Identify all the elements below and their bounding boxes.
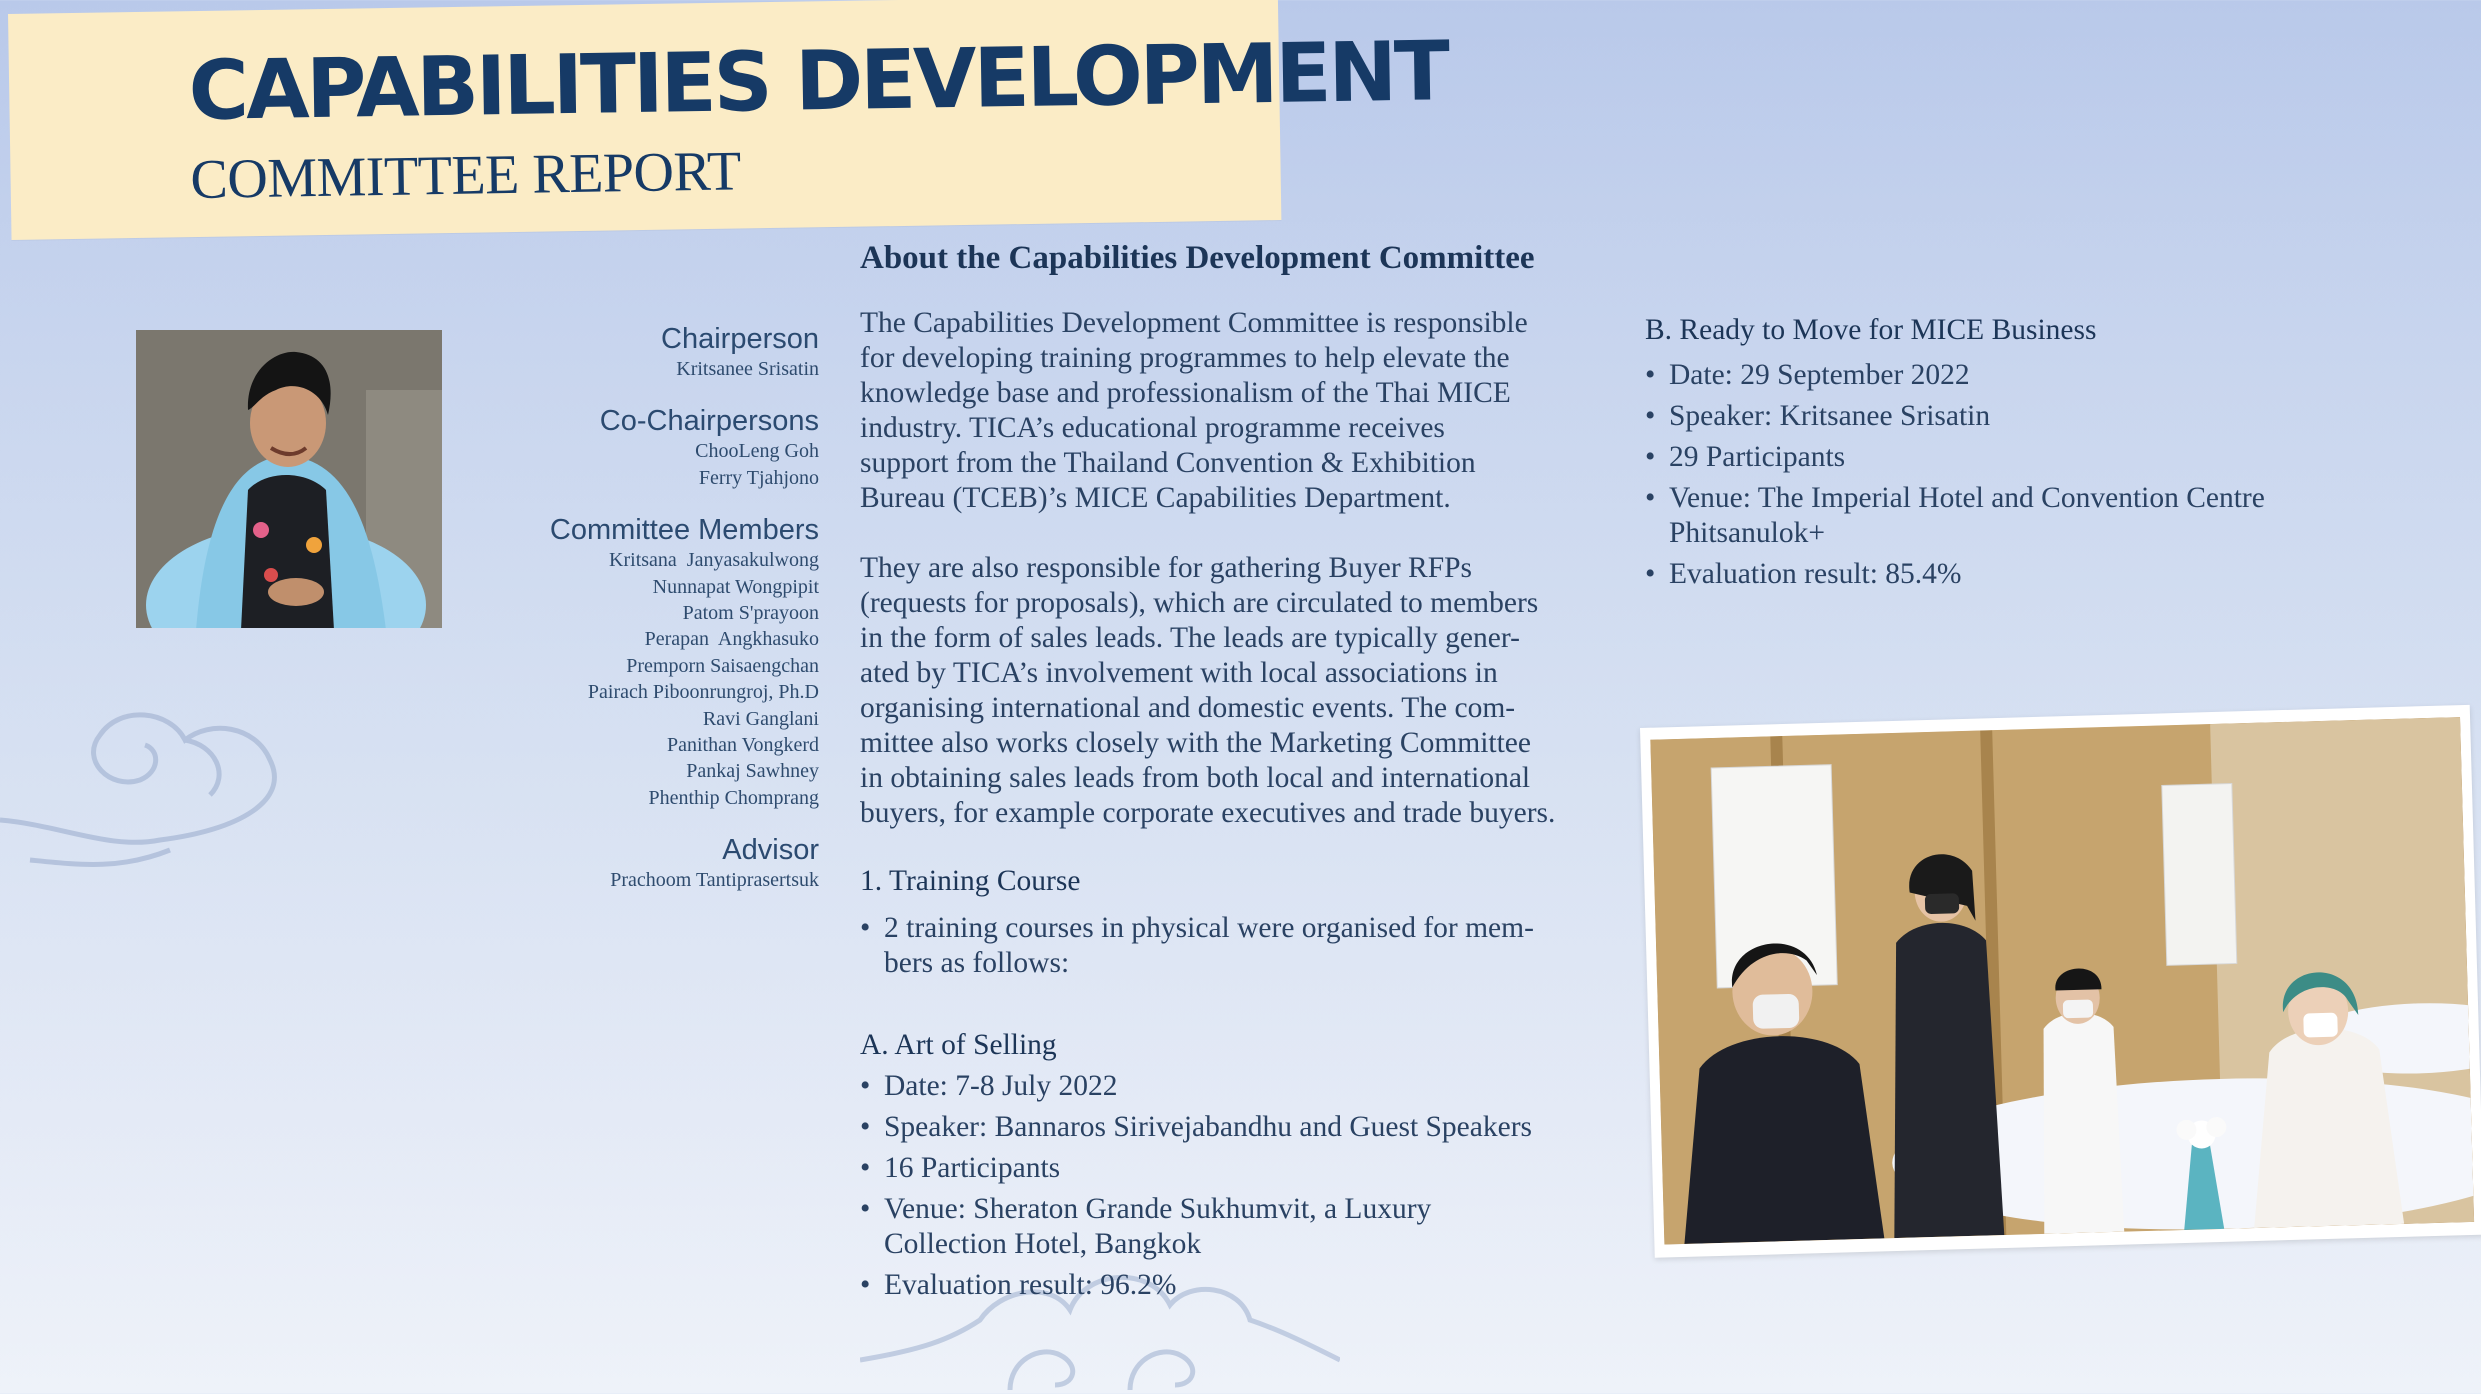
course-b-column xyxy=(1645,312,2445,592)
member-name: Ravi Ganglani xyxy=(702,707,819,730)
about-heading: About the Capabilities Development Committee xyxy=(860,240,1535,276)
committee-roster xyxy=(399,322,819,894)
advisor-name: Prachoom Tantiprasertsuk xyxy=(610,869,819,892)
member-name: Patom S'prayoon xyxy=(682,602,819,625)
course-b-venue xyxy=(1645,481,2445,551)
paragraph-line: in obtaining sales leads from both local and international xyxy=(860,762,1531,794)
paragraph-line: in the form of sales leads. The leads are typically gener- xyxy=(860,622,1520,654)
course-a-evaluation: • Evaluation result: 96.2% xyxy=(860,1268,1630,1303)
course-b-date: • Date: 29 September 2022 xyxy=(1645,358,2445,393)
course-a-speaker: • Speaker: Bannaros Sirivejabandhu and Guest Speakers xyxy=(860,1110,1630,1145)
cloud-ornament-left xyxy=(0,700,290,900)
advisor-role: Advisor xyxy=(722,834,819,867)
training-heading: 1. Training Course xyxy=(860,865,1081,897)
chairperson-name: Kritsanee Srisatin xyxy=(676,358,819,380)
venue-line: Venue: The Imperial Hotel and Convention Centre xyxy=(1669,482,2265,514)
chairperson-role: Chairperson xyxy=(661,323,819,355)
member-name: Premporn Saisaengchan xyxy=(626,654,819,677)
member-name: Kritsana Janyasakulwong xyxy=(609,549,819,572)
course-b-evaluation: • Evaluation result: 85.4% xyxy=(1645,557,2445,592)
about-paragraph-2 xyxy=(860,551,1630,831)
page-subtitle: COMMITTEE REPORT xyxy=(190,140,742,211)
venue-line: Venue: Sheraton Grande Sukhumvit, a Luxury xyxy=(884,1193,1432,1225)
cochair-role: Co-Chairpersons xyxy=(599,405,819,438)
member-name: Pairach Piboonrungroj, Ph.D xyxy=(587,681,819,704)
about-paragraph-1 xyxy=(860,306,1630,516)
course-a-heading: A. Art of Selling xyxy=(860,1029,1057,1061)
training-intro-line: 2 training courses in physical were organised for mem- xyxy=(884,912,1534,944)
member-name: Pankaj Sawhney xyxy=(686,760,819,783)
cochair-name: ChooLeng Goh xyxy=(695,440,819,463)
course-b-participants: • 29 Participants xyxy=(1645,440,2445,475)
members-role: Committee Members xyxy=(549,514,819,547)
member-name: Phenthip Chomprang xyxy=(648,786,819,809)
chairperson-portrait xyxy=(136,330,442,628)
venue-line: Collection Hotel, Bangkok xyxy=(884,1228,1202,1260)
member-name: Nunnapat Wongpipit xyxy=(652,575,819,598)
about-column xyxy=(860,236,1630,1303)
paragraph-line: They are also responsible for gathering Buyer RFPs xyxy=(860,552,1472,584)
course-b-heading: B. Ready to Move for MICE Business xyxy=(1645,314,2097,346)
paragraph-line: (requests for proposals), which are circulated to members xyxy=(860,587,1539,619)
paragraph-line: The Capabilities Development Committee is responsible xyxy=(860,307,1528,339)
event-photo xyxy=(1650,717,2474,1244)
paragraph-line: industry. TICA’s educational programme receives xyxy=(860,412,1445,444)
training-intro-line: bers as follows: xyxy=(884,947,1070,979)
paragraph-line: organising international and domestic events. The com- xyxy=(860,692,1516,724)
paragraph-line: mittee also works closely with the Marketing Committee xyxy=(860,727,1531,759)
member-name: Panithan Vongkerd xyxy=(666,734,819,757)
venue-line: Phitsanulok+ xyxy=(1669,517,1825,549)
course-b-speaker: • Speaker: Kritsanee Srisatin xyxy=(1645,399,2445,434)
paragraph-line: Bureau (TCEB)’s MICE Capabilities Department. xyxy=(860,482,1451,514)
paragraph-line: buyers, for example corporate executives and trade buyers. xyxy=(860,797,1556,829)
paragraph-line: ated by TICA’s involvement with local associations in xyxy=(860,657,1498,689)
paragraph-line: for developing training programmes to help elevate the xyxy=(860,342,1510,374)
course-a-participants: • 16 Participants xyxy=(860,1151,1630,1186)
page-title: CAPABILITIES DEVELOPMENT xyxy=(188,24,1448,139)
course-a-venue xyxy=(860,1192,1630,1262)
training-intro xyxy=(860,911,1630,981)
cochair-name: Ferry Tjahjono xyxy=(698,466,819,489)
member-name: Perapan Angkhasuko xyxy=(644,628,819,651)
paragraph-line: support from the Thailand Convention & Exhibition xyxy=(860,447,1476,479)
course-a-date: • Date: 7-8 July 2022 xyxy=(860,1069,1630,1104)
paragraph-line: knowledge base and professionalism of the Thai MICE xyxy=(860,377,1511,409)
event-photo-frame xyxy=(1640,705,2481,1258)
